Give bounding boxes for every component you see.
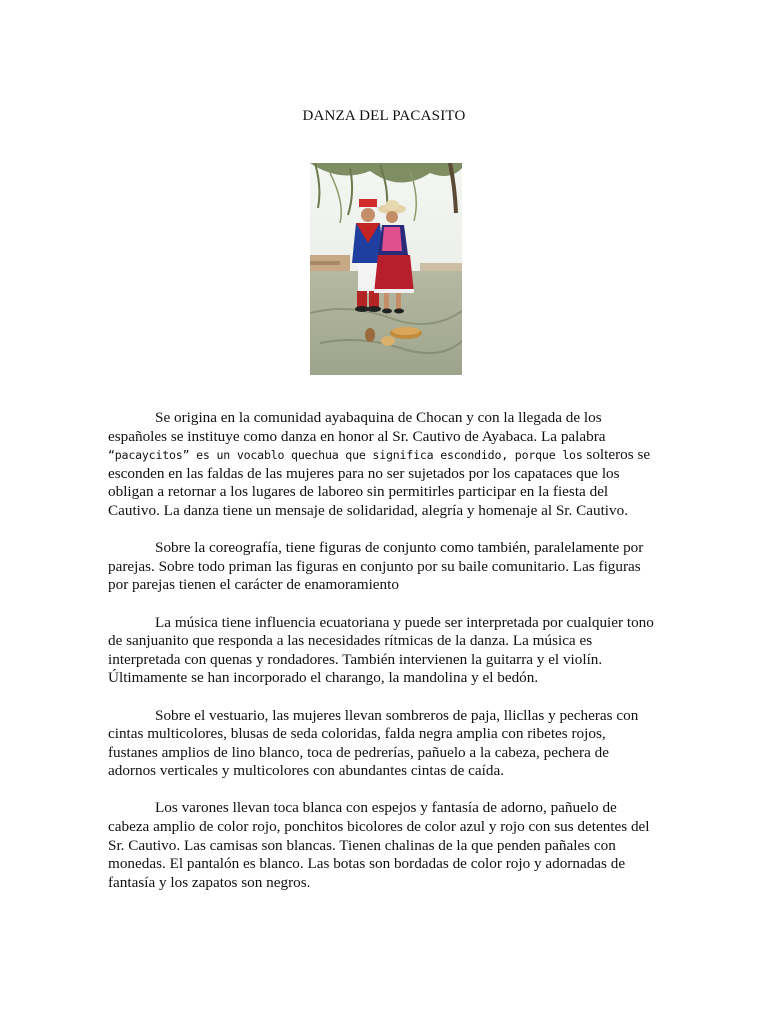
body-text bbox=[108, 409, 658, 911]
paragraph-text: Sobre la coreografía, tiene figuras de conjunto como también, paralelamente por parejas. Sobre todo priman las figuras en conjunto por su baile comunitario. Las figuras por parejas tienen el carácter de enamoramiento bbox=[108, 539, 644, 594]
paragraph-text: La música tiene influencia ecuatoriana y puede ser interpretada por cualquier tono de sanjuanito que responda a las necesidades rítmicas de la danza. La música es interpretada con quenas y rondadores. También intervienen la guitarra y el violín. Últimamente se han incorporado el charango, la mandolina y el bedón. bbox=[108, 613, 654, 687]
paragraph-men-costume bbox=[108, 799, 658, 892]
page-title: DANZA DEL PACASITO bbox=[302, 108, 466, 124]
paragraph-choreography bbox=[108, 539, 658, 595]
paragraph-text: Se origina en la comunidad ayabaquina de Chocan y con la llegada de los españoles se instituye como danza en honor al Sr. Cautivo de Ayabaca. La palabra bbox=[108, 409, 606, 445]
paragraph-text: Sobre el vestuario, las mujeres llevan sombreros de paja, llicllas y pecheras con cintas multicolores, blusas de seda coloridas, falda negra amplia con ribetes rojos, fustanes amplios de lino blanco, toca de pedrerías, pañuelo a la cabeza, pechera de adornos verticales y multicolores con abundantes cintas de caída. bbox=[108, 706, 639, 780]
paragraph-music bbox=[108, 614, 658, 688]
paragraph-text-continued: solteros se esconden en las faldas de las mujeres para no ser sujetados por los capataces que los obligan a retornar a los lugares de laboreo sin permitirles participar en la fiesta del Cautivo. La danza tiene un mensaje de solidaridad, alegría y homenaje al Sr. Cautivo. bbox=[108, 446, 651, 519]
dancers-photo-icon bbox=[310, 163, 462, 375]
paragraph-text: Los varones llevan toca blanca con espejos y fantasía de adorno, pañuelo de cabeza amplio de color rojo, ponchitos bicolores de color azul y rojo con sus detentes del Sr. Cautivo. Las camisas son blancas. Tienen chalinas de la que penden pañales con monedas. El pantalón es blanco. Las botas son bordadas de color rojo y adornadas de fantasía y los zapatos son negros. bbox=[108, 799, 650, 891]
paragraph-origin bbox=[108, 409, 658, 521]
dancers-photo bbox=[310, 163, 462, 375]
paragraph-women-costume bbox=[108, 707, 658, 781]
paragraph-mono-text: “pacaycitos” es un vocablo quechua que significa escondido, porque los bbox=[108, 448, 583, 463]
